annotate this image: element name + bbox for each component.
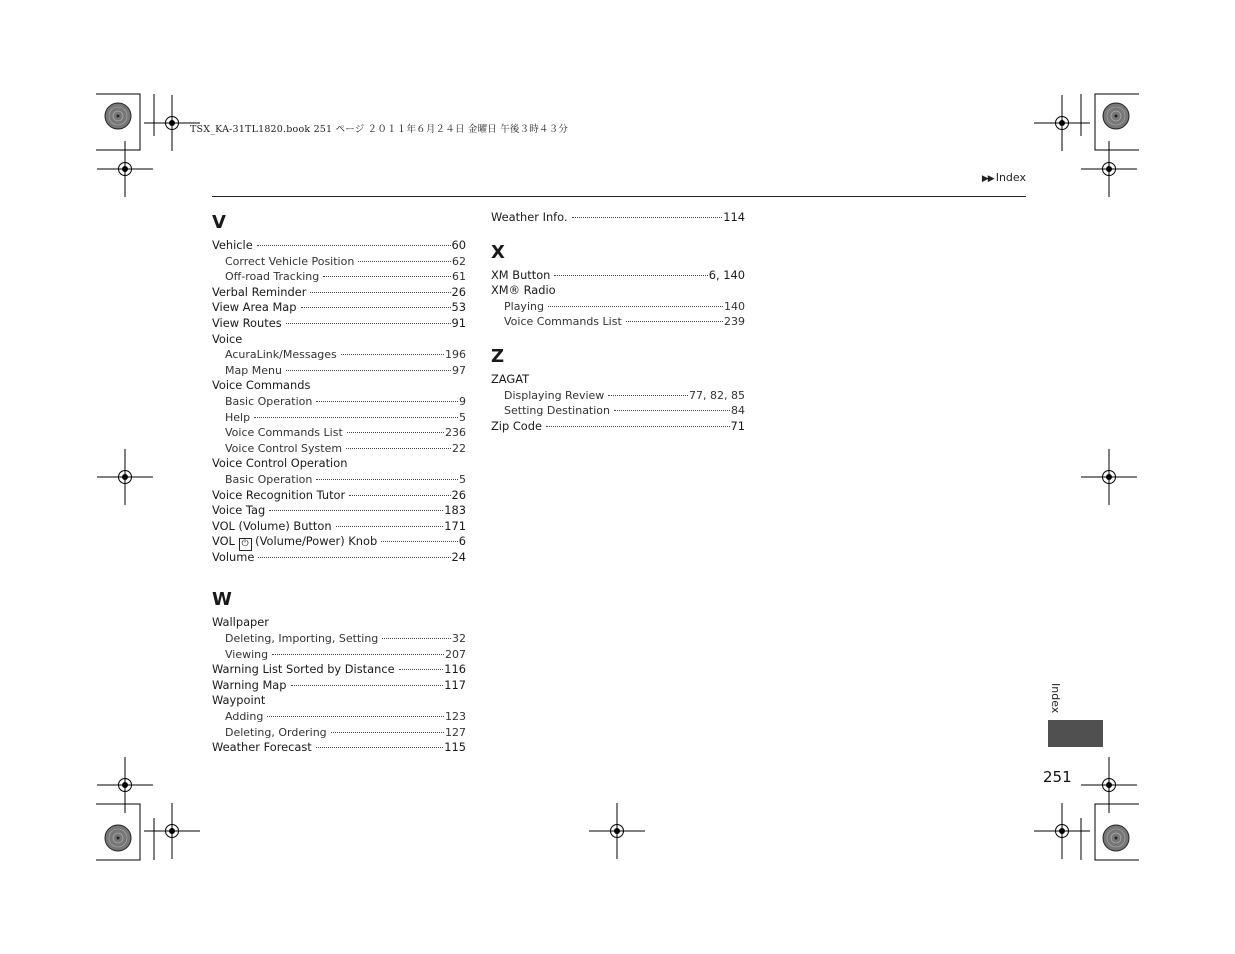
- crosshair-icon: [1081, 449, 1137, 505]
- section-letter-z: Z: [491, 345, 505, 367]
- entry-term-text: Deleting, Importing, Setting: [225, 632, 379, 646]
- entry-term-text: Viewing: [225, 647, 269, 661]
- print-header: TSX_KA-31TL1820.book 251 ページ ２０１１年６月２４日 金曜日 午後３時４３分: [190, 124, 569, 135]
- page-ref[interactable]: 24: [451, 549, 466, 564]
- entry-term-text: Setting Destination: [504, 404, 611, 418]
- entry-term-text: VOL (Volume) Button: [212, 518, 332, 533]
- page-ref[interactable]: 6: [458, 534, 466, 549]
- entry-term-text: Voice Control System: [225, 441, 343, 455]
- entry-term-text: Playing: [504, 299, 544, 313]
- page-ref[interactable]: 117: [444, 677, 466, 692]
- entry-term-text: Weather Forecast: [212, 740, 312, 755]
- crosshair-icon: [144, 95, 200, 151]
- entry-term-text: Voice Recognition Tutor: [212, 487, 346, 502]
- entry-term-text: Warning Map: [212, 677, 287, 692]
- color-target-icon: [105, 103, 131, 129]
- page-ref[interactable]: 71: [730, 418, 745, 433]
- section-letter-x: X: [491, 241, 505, 263]
- crosshair-icon: [1034, 803, 1090, 859]
- entry-term-text: Voice Control Operation: [212, 456, 348, 471]
- entry-term-text: VOL: [212, 534, 235, 549]
- entry-term-text: Weather Info.: [491, 210, 568, 224]
- page-ref[interactable]: 91: [451, 315, 466, 330]
- entry-term-text: Map Menu: [225, 363, 282, 377]
- entry-term-text: View Routes: [212, 315, 282, 330]
- page-ref[interactable]: 116: [444, 662, 466, 677]
- entry-term-text: Volume: [212, 549, 255, 564]
- page-ref[interactable]: 236: [445, 426, 466, 440]
- entry-term-text: Correct Vehicle Position: [225, 254, 355, 268]
- page-ref[interactable]: 61: [452, 270, 466, 284]
- side-tab-label: Index: [1049, 683, 1062, 714]
- crosshair-icon: [97, 449, 153, 505]
- page-ref[interactable]: 77, 82, 85: [689, 388, 745, 402]
- entry-term-text: XM® Radio: [491, 283, 556, 298]
- crosshair-icon: [1081, 141, 1137, 197]
- entry-term-text: Vehicle: [212, 238, 253, 252]
- page-ref[interactable]: 26: [451, 284, 466, 299]
- page-ref[interactable]: 114: [723, 210, 745, 224]
- entry-term-text: Wallpaper: [212, 615, 269, 630]
- page-ref[interactable]: 5: [459, 472, 466, 486]
- page-ref[interactable]: 60: [451, 238, 466, 252]
- crosshair-icon: [97, 141, 153, 197]
- page-ref[interactable]: 127: [445, 725, 466, 739]
- color-target-icon: [105, 825, 131, 851]
- entry-term-text: Voice Commands: [212, 378, 311, 393]
- page-ref[interactable]: 26: [451, 487, 466, 502]
- double-arrow-icon: ▶▶: [981, 174, 994, 184]
- entry-term-text: Basic Operation: [225, 472, 313, 486]
- color-target-icon: [1103, 825, 1129, 851]
- crosshair-icon: [1034, 95, 1090, 151]
- entry-term-text: AcuraLink/Messages: [225, 348, 337, 362]
- entry-term-text: Off-road Tracking: [225, 270, 320, 284]
- page-ref[interactable]: 62: [452, 254, 466, 268]
- entry-term-text: Zip Code: [491, 418, 542, 433]
- section-letter-w: W: [212, 589, 232, 611]
- entry-term-text: Voice Tag: [212, 503, 266, 518]
- page-ref[interactable]: 239: [724, 315, 745, 329]
- entry-term-text: Displaying Review: [504, 388, 605, 402]
- page-ref[interactable]: 5: [459, 410, 466, 424]
- entry-term-text: Verbal Reminder: [212, 284, 307, 299]
- crosshair-icon: [1081, 757, 1137, 813]
- page-ref[interactable]: 6, 140: [708, 267, 745, 282]
- page-ref[interactable]: 84: [731, 404, 745, 418]
- color-target-icon: [1103, 103, 1129, 129]
- entry-term-text: Voice Commands List: [504, 315, 622, 329]
- page-ref[interactable]: 32: [452, 632, 466, 646]
- crosshair-icon: [144, 803, 200, 859]
- entry-term-text: Voice Commands List: [225, 426, 343, 440]
- page-ref[interactable]: 22: [452, 441, 466, 455]
- page-ref[interactable]: 9: [459, 394, 466, 408]
- entry-term-text: Voice: [212, 331, 243, 346]
- page-ref[interactable]: 97: [452, 363, 466, 377]
- page-ref[interactable]: 140: [724, 299, 745, 313]
- page-ref[interactable]: 115: [444, 740, 466, 755]
- entry-term-text: Waypoint: [212, 693, 266, 708]
- crosshair-icon: [97, 757, 153, 813]
- section-letter-v: V: [212, 212, 226, 233]
- entry-term-text: Basic Operation: [225, 394, 313, 408]
- entry-term-text: XM Button: [491, 267, 551, 282]
- entry-term-text: ZAGAT: [491, 371, 530, 386]
- entry-term-text: Deleting, Ordering: [225, 725, 327, 739]
- page-ref[interactable]: 53: [451, 300, 466, 315]
- entry-term-text: (Volume/Power) Knob: [255, 534, 378, 549]
- page-ref[interactable]: 171: [444, 518, 466, 533]
- entry-term-text: View Area Map: [212, 300, 297, 315]
- entry-term-text: Warning List Sorted by Distance: [212, 662, 395, 677]
- breadcrumb-label: Index: [995, 171, 1026, 184]
- page-number: 251: [1043, 768, 1072, 786]
- power-icon: ⏻: [239, 538, 252, 551]
- crosshair-icon: [589, 803, 645, 859]
- page-ref[interactable]: 123: [445, 710, 466, 724]
- entry-term-text: Adding: [225, 710, 264, 724]
- page-ref[interactable]: 196: [445, 348, 466, 362]
- entry-term-text: Help: [225, 410, 251, 424]
- page-ref[interactable]: 207: [445, 647, 466, 661]
- page-ref[interactable]: 183: [444, 503, 466, 518]
